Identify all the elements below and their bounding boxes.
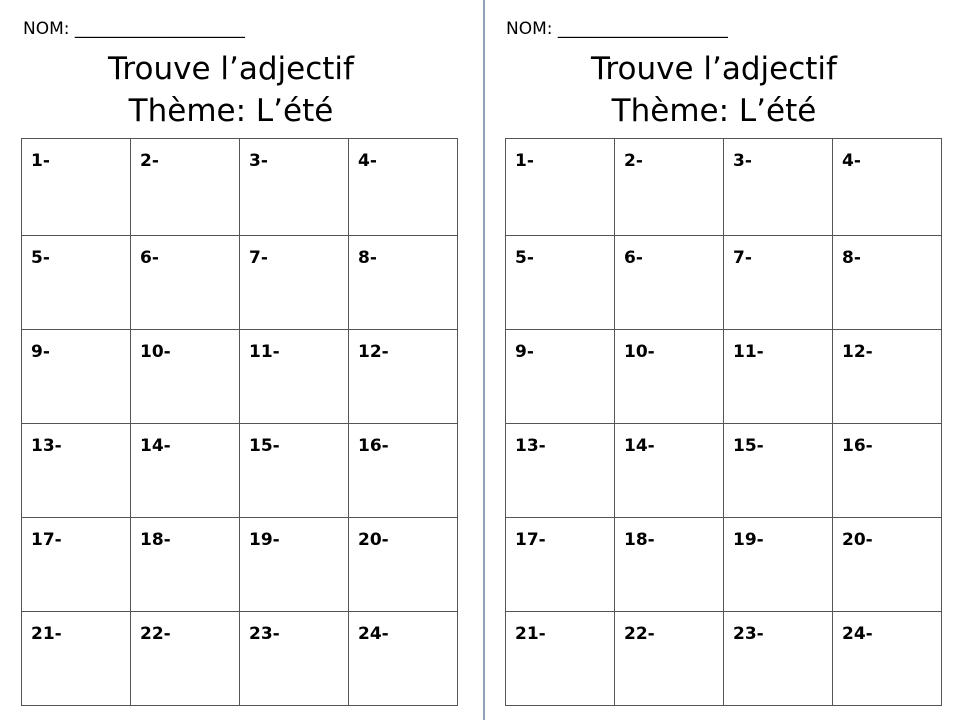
grid-row [506,330,942,424]
answer-cell: 5- [22,236,131,330]
answer-grid [505,138,942,706]
answer-cell: 2- [131,139,240,236]
answer-cell: 3- [724,139,833,236]
answer-cell: 14- [615,424,724,518]
answer-cell: 11- [240,330,349,424]
worksheet-left [21,0,471,720]
grid-row [22,236,458,330]
grid-row [22,612,458,706]
answer-cell: 17- [22,518,131,612]
answer-cell: 20- [833,518,942,612]
grid-row [22,518,458,612]
answer-cell: 12- [349,330,458,424]
answer-cell: 21- [22,612,131,706]
answer-cell: 24- [833,612,942,706]
answer-cell: 14- [131,424,240,518]
worksheet-title: Trouve l’adjectif [591,51,837,87]
answer-cell: 12- [833,330,942,424]
answer-cell: 16- [349,424,458,518]
answer-cell: 1- [506,139,615,236]
grid-row [22,424,458,518]
answer-cell: 21- [506,612,615,706]
answer-cell: 4- [833,139,942,236]
answer-cell: 8- [833,236,942,330]
answer-cell: 5- [506,236,615,330]
grid-row [22,139,458,236]
answer-cell: 11- [724,330,833,424]
answer-cell: 24- [349,612,458,706]
answer-cell: 6- [615,236,724,330]
answer-cell: 4- [349,139,458,236]
worksheet-right [504,0,954,720]
answer-cell: 23- [724,612,833,706]
answer-cell: 22- [131,612,240,706]
answer-cell: 9- [22,330,131,424]
answer-cell: 1- [22,139,131,236]
answer-cell: 15- [724,424,833,518]
answer-cell: 6- [131,236,240,330]
answer-cell: 15- [240,424,349,518]
answer-cell: 23- [240,612,349,706]
grid-row [506,139,942,236]
page-divider [483,0,485,720]
answer-cell: 3- [240,139,349,236]
answer-cell: 2- [615,139,724,236]
answer-cell: 8- [349,236,458,330]
answer-cell: 10- [131,330,240,424]
name-field-label: NOM: ____________________ [23,19,245,39]
answer-cell: 13- [22,424,131,518]
name-field-label: NOM: ____________________ [506,19,728,39]
answer-cell: 7- [240,236,349,330]
worksheet-theme: Thème: L’été [128,93,334,129]
worksheet-theme: Thème: L’été [611,93,817,129]
grid-row [506,612,942,706]
worksheet-title: Trouve l’adjectif [108,51,354,87]
answer-cell: 18- [615,518,724,612]
answer-cell: 16- [833,424,942,518]
answer-cell: 13- [506,424,615,518]
answer-cell: 19- [240,518,349,612]
grid-row [506,518,942,612]
answer-cell: 10- [615,330,724,424]
answer-grid [21,138,458,706]
answer-cell: 7- [724,236,833,330]
answer-cell: 17- [506,518,615,612]
answer-cell: 20- [349,518,458,612]
grid-row [506,424,942,518]
grid-row [22,330,458,424]
answer-cell: 18- [131,518,240,612]
answer-cell: 9- [506,330,615,424]
answer-cell: 19- [724,518,833,612]
grid-row [506,236,942,330]
answer-cell: 22- [615,612,724,706]
